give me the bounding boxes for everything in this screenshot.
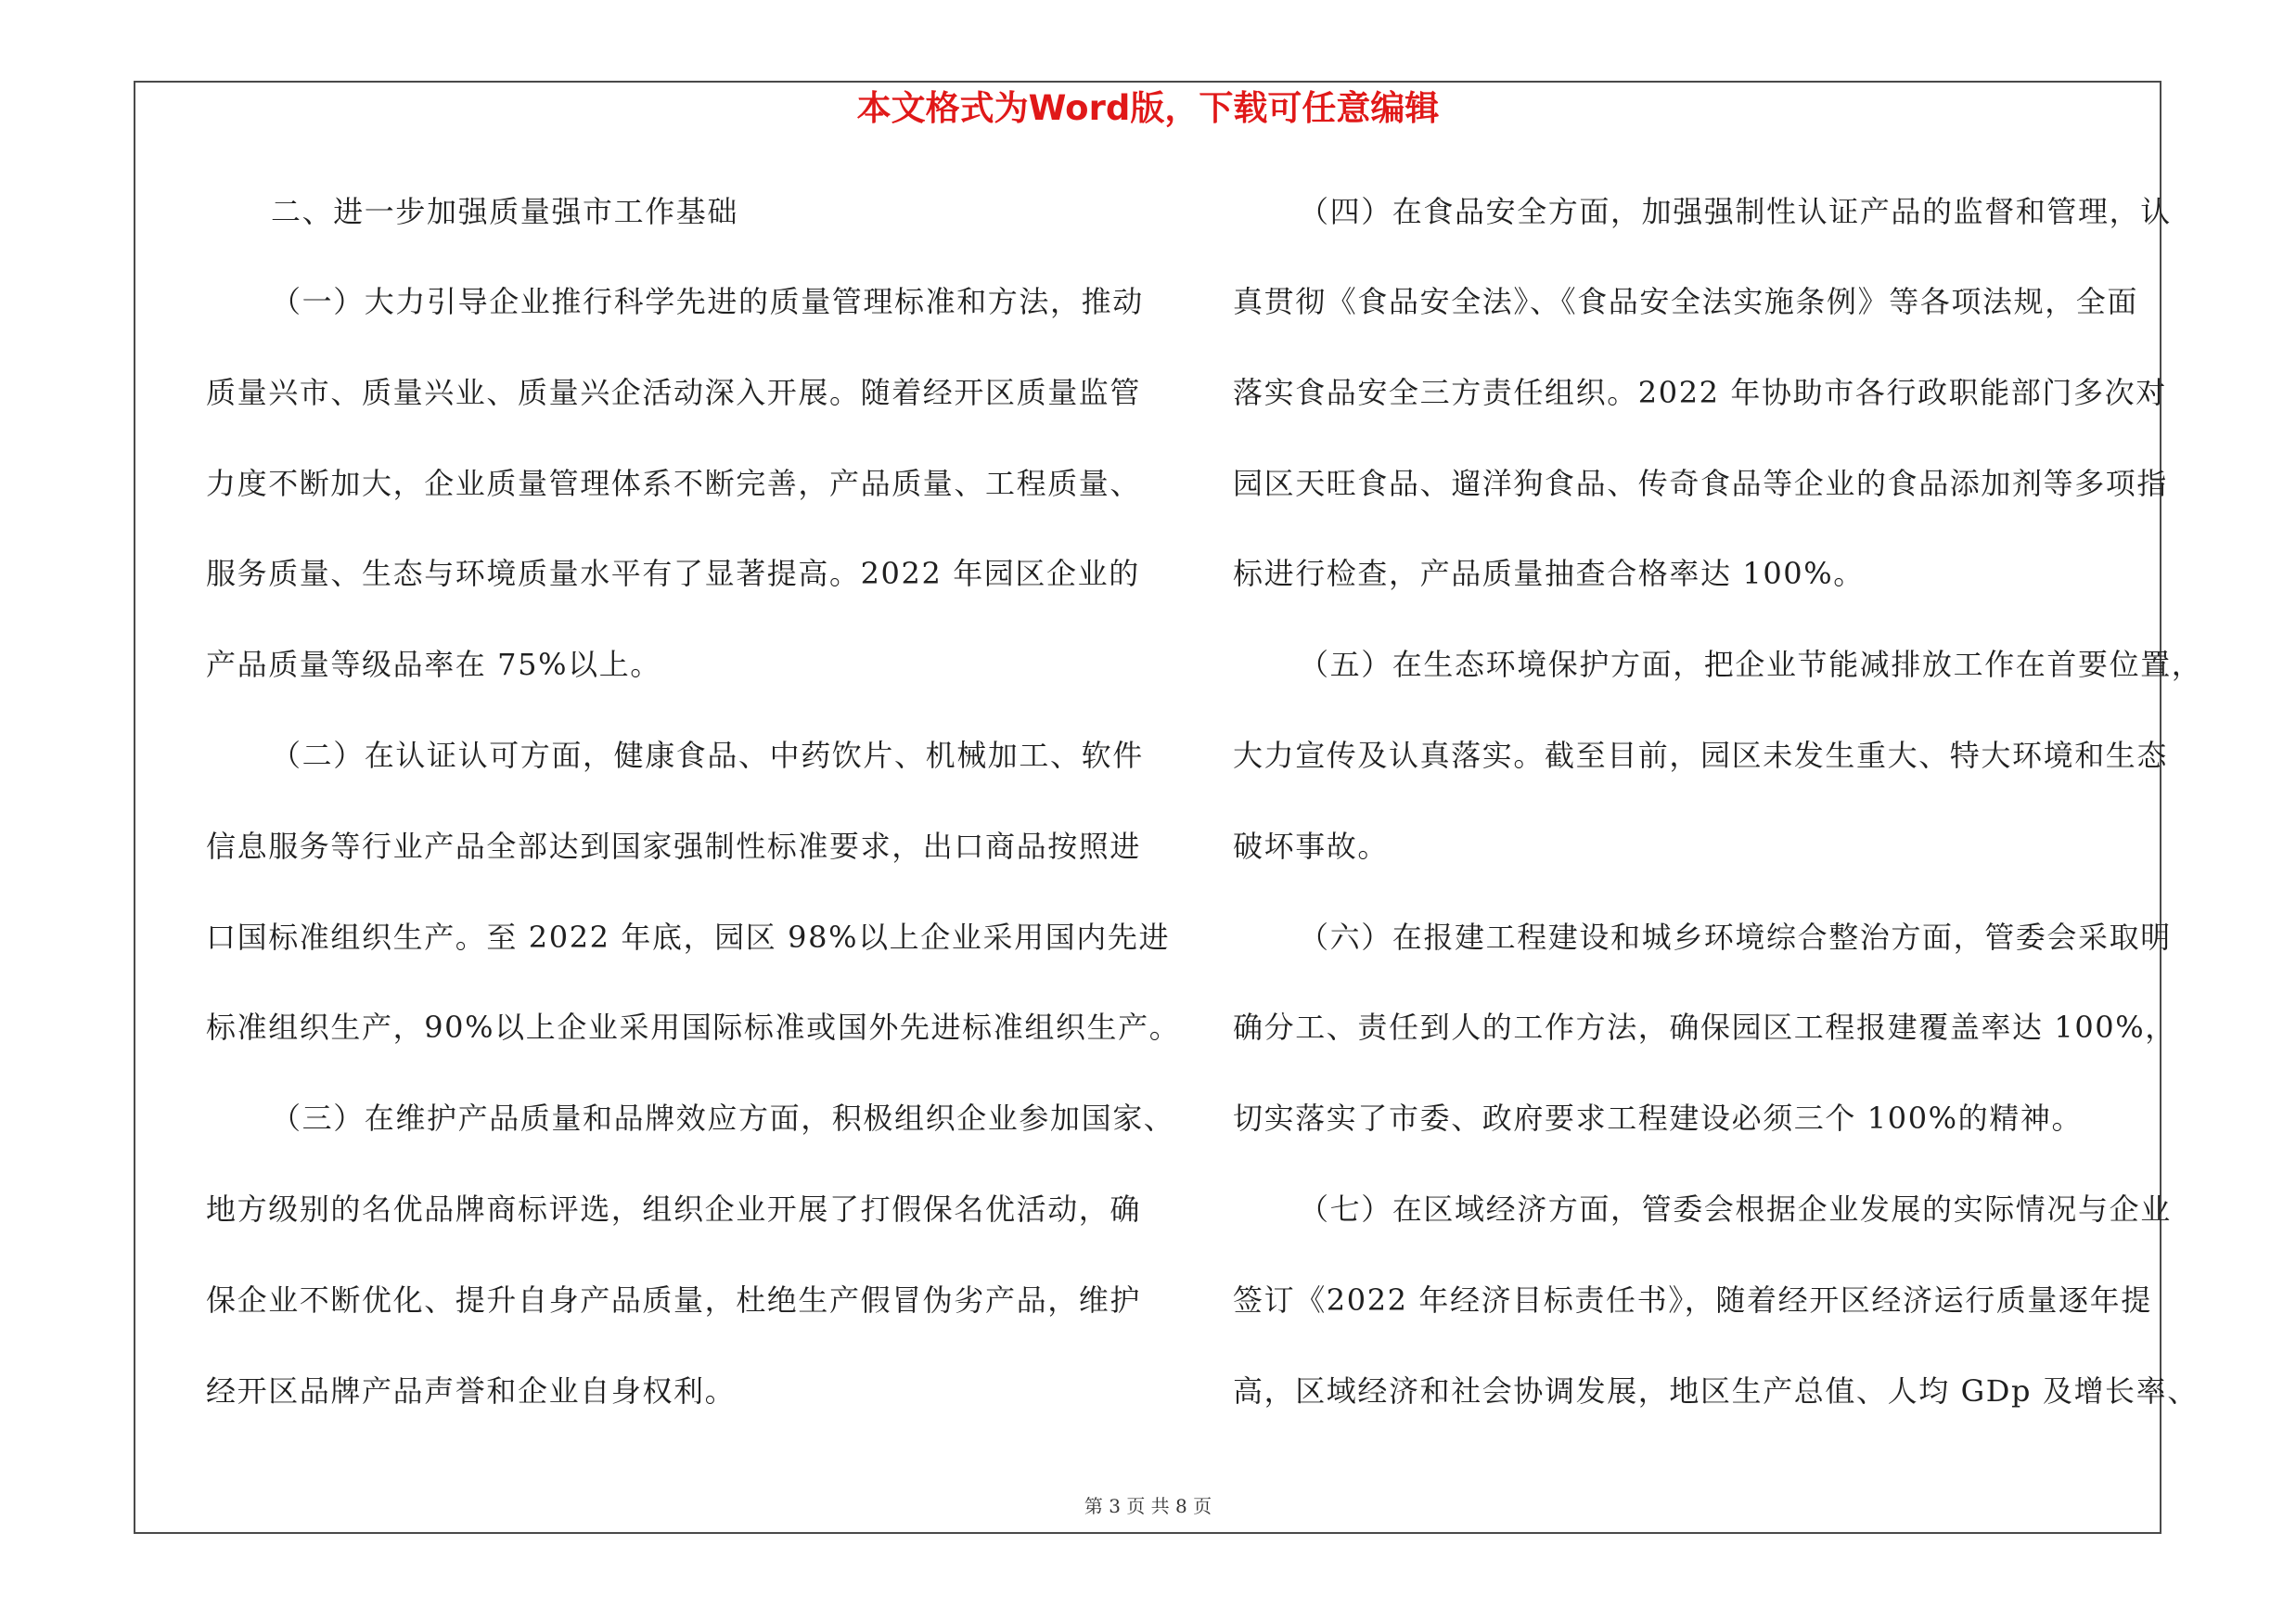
paragraph-line: 力度不断加大，企业质量管理体系不断完善，产品质量、工程质量、 — [206, 466, 1142, 501]
paragraph-line: 质量兴市、质量兴业、质量兴企活动深入开展。随着经开区质量监管 — [206, 375, 1142, 410]
paragraph-line: （四）在食品安全方面，加强强制性认证产品的监督和管理，认 — [1299, 194, 2172, 229]
paragraph-line: 服务质量、生态与环境质量水平有了显著提高。2022 年园区企业的 — [206, 556, 1140, 591]
paragraph-line: 口国标准组织生产。至 2022 年底，园区 98%以上企业采用国内先进 — [206, 920, 1171, 955]
paragraph-line: 切实落实了市委、政府要求工程建设必须三个 100%的精神。 — [1233, 1101, 2084, 1136]
header-banner: 本文格式为Word版，下载可任意编辑 — [856, 88, 1440, 128]
paragraph-line: 园区天旺食品、遛洋狗食品、传奇食品等企业的食品添加剂等多项指 — [1233, 466, 2169, 501]
paragraph-line: 真贯彻《食品安全法》、《食品安全法实施条例》等各项法规，全面 — [1233, 284, 2139, 319]
paragraph-line: 确分工、责任到人的工作方法，确保园区工程报建覆盖率达 100%， — [1233, 1010, 2176, 1045]
paragraph-line: （三）在维护产品质量和品牌效应方面，积极组织企业参加国家、 — [271, 1101, 1175, 1136]
paragraph-line: 标准组织生产，90%以上企业采用国际标准或国外先进标准组织生产。 — [206, 1010, 1181, 1045]
paragraph-line: 标进行检查，产品质量抽查合格率达 100%。 — [1233, 556, 1865, 591]
paragraph-line: 高，区域经济和社会协调发展，地区生产总值、人均 GDp 及增长率、 — [1233, 1373, 2199, 1409]
paragraph-line: （二）在认证认可方面，健康食品、中药饮片、机械加工、软件 — [271, 738, 1144, 773]
paragraph-line: 地方级别的名优品牌商标评选，组织企业开展了打假保名优活动，确 — [206, 1191, 1142, 1227]
paragraph-line: 产品质量等级品率在 75%以上。 — [206, 647, 661, 682]
page-number: 第 3 页 共 8 页 — [1084, 1495, 1212, 1517]
section-heading: 二、进一步加强质量强市工作基础 — [271, 194, 739, 229]
paragraph-line: 保企业不断优化、提升自身产品质量，杜绝生产假冒伪劣产品，维护 — [206, 1282, 1142, 1318]
paragraph-line: 大力宣传及认真落实。截至目前，园区未发生重大、特大环境和生态 — [1233, 738, 2169, 773]
paragraph-line: 经开区品牌产品声誉和企业自身权利。 — [206, 1373, 737, 1409]
paragraph-line: （一）大力引导企业推行科学先进的质量管理标准和方法，推动 — [271, 284, 1144, 319]
paragraph-line: （六）在报建工程建设和城乡环境综合整治方面，管委会采取明 — [1299, 920, 2172, 955]
paragraph-line: 信息服务等行业产品全部达到国家强制性标准要求，出口商品按照进 — [206, 829, 1142, 864]
paragraph-line: 落实食品安全三方责任组织。2022 年协助市各行政职能部门多次对 — [1233, 375, 2167, 410]
paragraph-line: 签订《2022 年经济目标责任书》，随着经开区经济运行质量逐年提 — [1233, 1282, 2152, 1318]
paragraph-line: （五）在生态环境保护方面，把企业节能减排放工作在首要位置， — [1299, 647, 2203, 682]
paragraph-line: 破坏事故。 — [1233, 829, 1390, 864]
paragraph-line: （七）在区域经济方面，管委会根据企业发展的实际情况与企业 — [1299, 1191, 2172, 1227]
